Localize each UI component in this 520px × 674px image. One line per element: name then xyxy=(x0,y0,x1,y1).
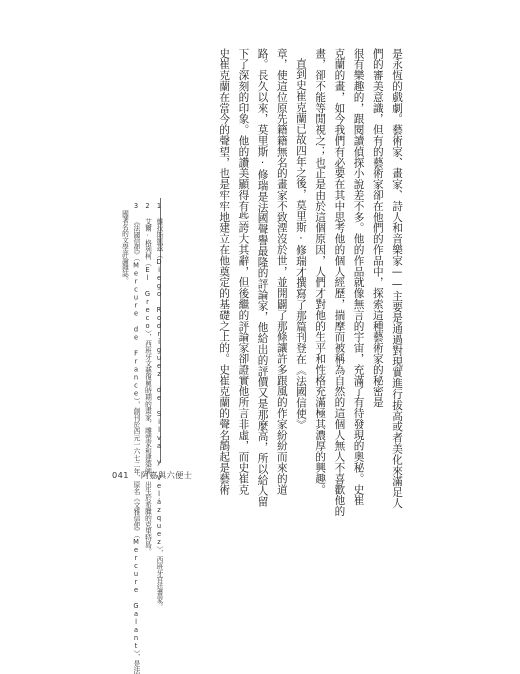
body-line-5: 畫，卻不能等閒視之；也正是由於這個原因，人們才對他的生平和性格充滿極其濃厚的興趣。 xyxy=(314,48,327,495)
running-title: 阿嘉與六便士 xyxy=(140,470,193,480)
body-line-3: 很有樂趣的，跟閱讀偵探小說差不多。他的作品就像無言的宇宙，充滿了有待發現的奧秘。史崔 xyxy=(352,48,365,506)
footnote-3: 3 《法國信使》（Mercure de France），創刊於西元一六七二年，原名《文雅信使》（Mercure Galant），是法 xyxy=(132,202,140,674)
body-line-6: 直到史崔克蘭已故四年之後，莫里斯·修瑞才撰寫了那篇刊登在《法國信使》 xyxy=(294,58,307,430)
body-line-1: 是永恆的戲劇。藝術家、畫家、詩人和音樂家——主要是通過對現實進行拔高或者美化來滿足人 xyxy=(391,48,403,509)
body-line-8: 路。長久以來，莫里斯·修瑞是法國聲譽最隆的評論家，他給出的評價又是那麼高，所以給人留 xyxy=(256,48,269,508)
body-line-2: 們的審美意識，但有的藝術家卻在他們的作品中，探索這種藝術家的秘密是 xyxy=(371,48,384,408)
body-line-10: 史崔克蘭在當今的聲望，也是牢牢地建立在他奠定的基礎之上的。史崔克蘭的聲名鵲起是藝術 xyxy=(218,48,231,495)
footnote-1: 1 維拉斯凱茲（Diego Rodríguez de Silva y Velázquez），西班牙宮廷畫家。 xyxy=(155,202,163,610)
body-line-7: 章，使這位原先籍籍無名的畫家不致湮沒於世，並開闢了那條讓許多跟風的作家紛紛而來的道 xyxy=(275,48,288,495)
page-number: 041 xyxy=(112,470,129,480)
body-text xyxy=(214,48,406,517)
footnote-2: 2 艾爾·格列柯（El Greco），西班牙文藝復興時期的畫家、雕塑家和建築師，出生於希臘的克里特島。 xyxy=(143,202,152,555)
footnote-3-continued: 國著名的文學評論雜誌。 xyxy=(120,210,129,284)
body-line-9: 下了深刻的印象。他的讚美顯得有些誇大其辭，但後繼的評論家卻證實他所言非虛，而史崔克 xyxy=(237,48,250,495)
page-footer xyxy=(112,470,192,481)
body-line-4: 克蘭的畫，如今我們有必要在其中思考他的個人經歷，揣摩而被稱為自然的這個人無人不喜歡他的 xyxy=(333,48,346,517)
